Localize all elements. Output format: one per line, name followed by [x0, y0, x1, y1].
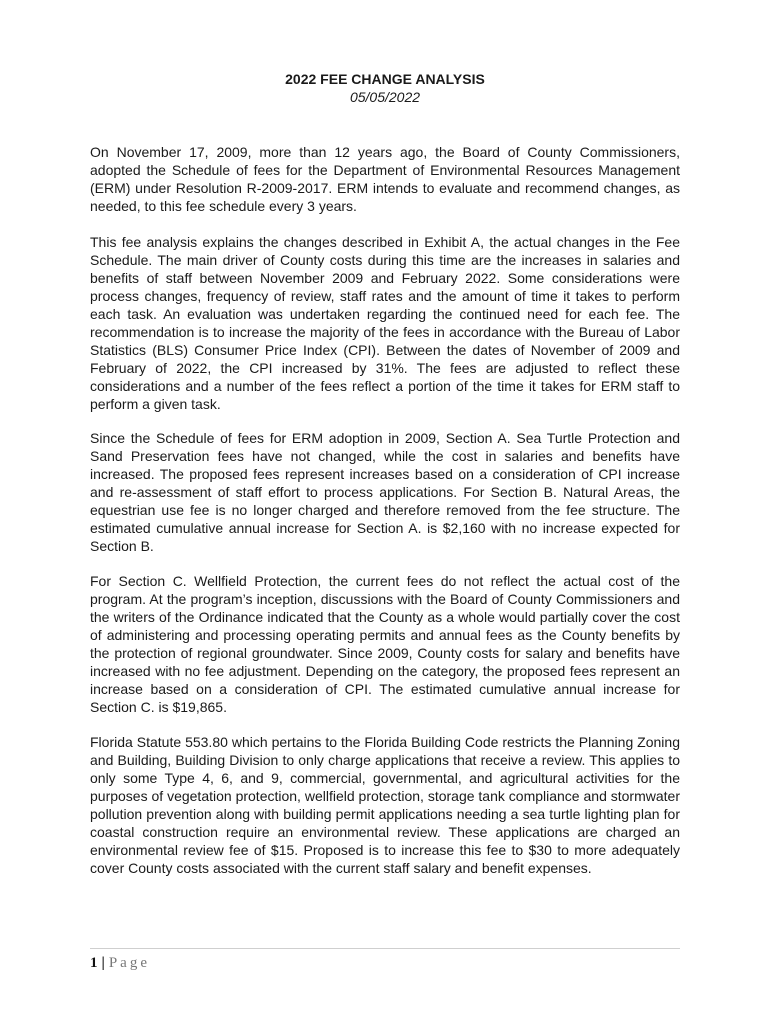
- paragraph-3: Since the Schedule of fees for ERM adoption in 2009, Section A. Sea Turtle Protection and Sand Preservation fees have not changed, while the cost in salaries and benefits have increased. The proposed fees represent increases based on a consideration of CPI increase and re-assessment of staff effort to process applications. For Section B. Natural Areas, the equestrian use fee is no longer charged and therefore removed from the fee structure. The estimated cumulative annual increase for Section A. is $2,160 with no increase expected for Section B.: [90, 430, 680, 554]
- paragraph-2: This fee analysis explains the changes described in Exhibit A, the actual changes in the Fee Schedule. The main driver of County costs during this time are the increases in salaries and benefits of staff between November 2009 and February 2022. Some considerations were process changes, frequency of review, staff rates and the amount of time it takes to perform each task. An evaluation was undertaken regarding the continued need for each fee. The recommendation is to increase the majority of the fees in accordance with the Bureau of Labor Statistics (BLS) Consumer Price Index (CPI). Between the dates of November of 2009 and February of 2022, the CPI increased by 31%. The fees are adjusted to reflect these considerations and a number of the fees reflect a portion of the time it takes for ERM staff to perform a given task.: [90, 234, 680, 412]
- paragraph-4: For Section C. Wellfield Protection, the current fees do not reflect the actual cost of the program. At the program’s inception, discussions with the Board of County Commissioners and the writers of the Ordinance indicated that the County as a whole would partially cover the cost of administering and processing operating permits and annual fees as the County benefits by the protection of regional groundwater. Since 2009, County costs for salary and benefits have increased with no fee adjustment. Depending on the category, the proposed fees represent an increase based on a consideration of CPI. The estimated cumulative annual increase for Section C. is $19,865.: [90, 573, 680, 715]
- page-number: 1: [90, 955, 98, 971]
- page-label: Page: [108, 955, 150, 971]
- paragraph-5: Florida Statute 553.80 which pertains to the Florida Building Code restricts the Planning Zoning and Building, Building Division to only charge applications that receive a review. This applies to only some Type 4, 6, and 9, commercial, governmental, and agricultural activities for the purposes of vegetation protection, wellfield protection, storage tank compliance and stormwater pollution prevention along with building permit applications needing a sea turtle lighting plan for coastal construction require an environmental review. These applications are charged an environmental review fee of $15. Proposed is to increase this fee to $30 to more adequately cover County costs associated with the current staff salary and benefit expenses.: [90, 734, 680, 876]
- paragraph-1: On November 17, 2009, more than 12 years ago, the Board of County Commissioners, adopted the Schedule of fees for the Department of Environmental Resources Management (ERM) under Resolution R-2009-2017. ERM intends to evaluate and recommend changes, as needed, to this fee schedule every 3 years.: [90, 144, 680, 214]
- footer-divider: [90, 948, 680, 949]
- document-date: 05/05/2022: [349, 89, 421, 105]
- document-title: 2022 FEE CHANGE ANALYSIS: [285, 71, 485, 87]
- page-footer: [90, 953, 150, 973]
- footer-separator: |: [101, 955, 105, 971]
